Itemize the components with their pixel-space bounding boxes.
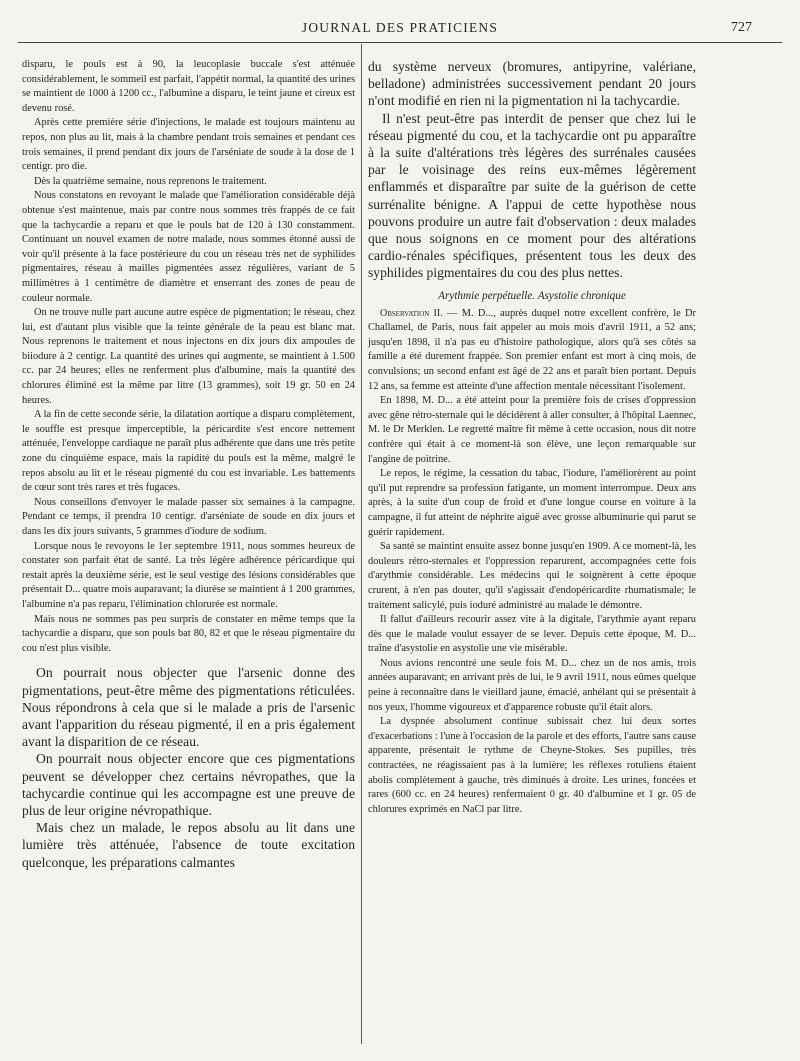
page-number: 727 (731, 20, 752, 35)
paragraph: Sa santé se maintint ensuite assez bonne jusqu'en 1909. A ce moment-là, les douleurs rétro-sternales et l'oppression reparurent, accompagnées cette fois d'arythmie considérable. Les médecins qui le soignèrent à cette époque crurent, à n'en pas douter, qu'il s'agissait d'endopéricardite rhumatismale; le traitement salicylé, puis ioduré administré au malade le démontre. (368, 541, 696, 611)
section-heading: Arythmie perpétuelle. Asystolie chronique (438, 289, 626, 302)
journal-title: JOURNAL DES PRATICIENS (301, 20, 499, 35)
paragraph: disparu, le pouls est à 90, la leucoplasie buccale s'est atténuée considérablement, le sommeil est parfait, l'appétit normal, la quantité des urines se maintient de 1000 à 1200 cc., l'albumine a disparu, le teint jaune et cireux est devenu rosé. (22, 59, 355, 114)
paragraph: La dyspnée absolument continue subissait chez lui deux sortes d'exacerbations : l'une à l'occasion de la parole et des efforts, l'autre sans cause apparente, présentait le rythme de Cheyne-Stokes. Ses pupilles, très contractées, ne réagissaient pas à la lumière; les réflexes rotuliens étaient abolis complètement à gauche, très diminués à droite. Les urines, foncées et rares (600 cc. en 24 heures) renfermaient 0 gr. 40 d'albumine et 1 gr. 05 de chlorures exprimés en NaCl par litre. (368, 716, 696, 815)
paragraph: Le repos, le régime, la cessation du tabac, l'iodure, l'améliorèrent au point qu'il put reprendre sa profession fatigante, un moment interrompue. Deux ans après, à la suite d'un coup de froid et d'une longue course en voiture à la campagne, il fut atteint de néphrite aiguë avec grosse albuminurie qui parut se guérir rapidement. (368, 468, 696, 538)
observation-label: Observation II. (380, 307, 443, 319)
paragraph: Nous constatons en revoyant le malade que l'amélioration considérable déjà obtenue s'est maintenue, mais par contre nous sommes très frappés de ce fait que la tachycardie a reparu et que le pouls bat de 120 à 130 constamment. Continuant un nouvel examen de notre malade, nous sommes étonné aussi de voir qu'il présente à la face postérieure du cou un réseau très net de syphilides pigmentaires, réseau à mailles pigmentées assez régulières, variant de 5 millimètres à 1 centimètre de diamètre et enserrant des zones de peau de couleur normale. (22, 190, 355, 304)
paragraph: En 1898, M. D... a été atteint pour la première fois de crises d'oppression avec gêne rétro-sternale qui le décidèrent à aller consulter, à l'hôpital Laennec, M. le Dr Merklen. Le regretté maître fit même à cette occasion, nous dit notre confrère qui était à ce moment-là son élève, une leçon remarquable sur l'angine de poitrine. (368, 395, 696, 465)
left-large-text-block (22, 664, 355, 870)
running-head (18, 12, 782, 43)
observation-text-block (368, 307, 696, 818)
right-large-text-block (368, 58, 696, 282)
paragraph: Après cette première série d'injections, le malade est toujours maintenu au repos, non plus au lit, mais à la chambre pendant trois semaines et pendant ces trois semaines, il prend pendant dix jours de l'arséniate de soude à la dose de 1 centigr. pro die. (22, 117, 355, 173)
paragraph: On pourrait nous objecter que l'arsenic donne des pigmentations, peut-être même des pigmentations réticulées. Nous répondrons à cela que si le malade a pris de l'arsenic avant l'apparition du réseau pigmenté, il en a pris également avant la disparition de ce réseau. (22, 665, 355, 750)
left-small-text-block (22, 58, 355, 656)
right-column (368, 58, 696, 817)
paragraph: Mais chez un malade, le repos absolu au lit dans une lumière très atténuée, l'absence de toute excitation quelconque, les préparations calmantes (22, 820, 355, 870)
paragraph: Nous avions rencontré une seule fois M. D... chez un de nos amis, trois années auparavant; en arrivant près de lui, le 9 avril 1911, nous eûmes quelque peine à reconnaître dans le vieillard jaune, émacié, anhélant qui se présentait à nos yeux, l'homme vigoureux et d'apparence robuste qu'il était alors. (368, 657, 696, 713)
paragraph: du système nerveux (bromures, antipyrine, valériane, belladone) administrées successivement pendant 20 jours n'ont modifié en rien ni la pigmentation ni la tachycardie. (368, 59, 696, 109)
paragraph: Mais nous ne sommes pas peu surpris de constater en même temps que la tachycardie a disparu, que son pouls bat 80, 82 et que le réseau pigmentaire du cou n'est plus visible. (22, 613, 355, 654)
paragraph: Lorsque nous le revoyons le 1er septembre 1911, nous sommes heureux de constater son parfait état de santé. La très légère adhérence péricardique qui restait après la deuxième série, est le seul vestige des lésions considérables que présentait D... quatre mois auparavant; la diurèse se maintient à 1 200 grammes, l'albumine n'a pas reparu, l'élimination chlorurée est normale. (22, 540, 355, 610)
paragraph: On pourrait nous objecter encore que ces pigmentations peuvent se développer chez certains névropathes, que la tachycardie continue qui les accompagne est une preuve de plus de leur origine névropathique. (22, 751, 355, 818)
observation-text: — M. D..., auprès duquel notre excellent confrère, le Dr Challamel, de Paris, nous fait appeler au mois mois d'avril 1911, a 52 ans; jusqu'en 1898, il n'a pas eu d'histoire pathologique, alors qu'à ses côtés sa famille a été durement frappée. Son premier enfant est mort à cinq mois, de convulsions; un second enfant est âgé de 22 ans et paraît bien portant. Depuis 12 ans, sa femme est atteinte d'une affection mentale nécessitant l'isolement. (368, 307, 697, 392)
paragraph: Il fallut d'ailleurs recourir assez vite à la digitale, l'arythmie ayant reparu dès que le malade voulut essayer de se lever. Depuis cette époque, M. D... traîne d'asystolie en asystolie une vie misérable. (368, 614, 696, 655)
paragraph: A la fin de cette seconde série, la dilatation aortique a disparu complètement, le souffle est presque imperceptible, la péricardite s'est encore nettement atténuée, l'enveloppe cardiaque ne paraît plus adhérente que dans une très petite zone du cinquième espace, mais la rapidité du pouls est la même, malgré le repos absolu au lit et le réseau pigmenté du cou est invariable. Les battements de cœur sont très rares et très fugaces. (22, 409, 355, 494)
left-column (22, 58, 355, 871)
paragraph: Il n'est peut-être pas interdit de penser que chez lui le réseau pigmenté du cou, et la tachycardie ont pu apparaître à la suite d'altérations très légères des surrénales causées par le voisinage des reins eux-mêmes légèrement enflammés et disparaître par suite de la guérison de cette surrénalite bénigne. A l'appui de cette hypothèse nous pouvons produire un autre fait d'observation : deux malades que nous soignons en ce moment pour des altérations cardio-rénales spécifiques, présentent tous les deux des syphilides pigmentaires du cou des plus nettes. (368, 110, 696, 281)
paragraph: Dès la quatrième semaine, nous reprenons le traitement. (34, 175, 267, 187)
observation-paragraph (368, 307, 696, 395)
paragraph: On ne trouve nulle part aucune autre espèce de pigmentation; le réseau, chez lui, est d'autant plus visible que la teinte générale de la peau est blanc mat. Nous reprenons le traitement et nous injectons en dix jours dix ampoules de biiodure à 2 centigr. La quantité des urines qui augmente, se maintient à 1.500 cc. par 24 heures; elles ne renferment plus d'albumine, mais la quantité des chlorures éliminé est la même par litre (13 grammes), soit 19 gr. 50 en 24 heures. (22, 307, 355, 406)
paragraph: Nous conseillons d'envoyer le malade passer six semaines à la campagne. Pendant ce temps, il prendra 10 centigr. d'arséniate de soude en dix jours et dans les dix jours suivants, 5 grammes d'iodure de sodium. (22, 496, 355, 537)
column-divider (361, 44, 362, 1044)
